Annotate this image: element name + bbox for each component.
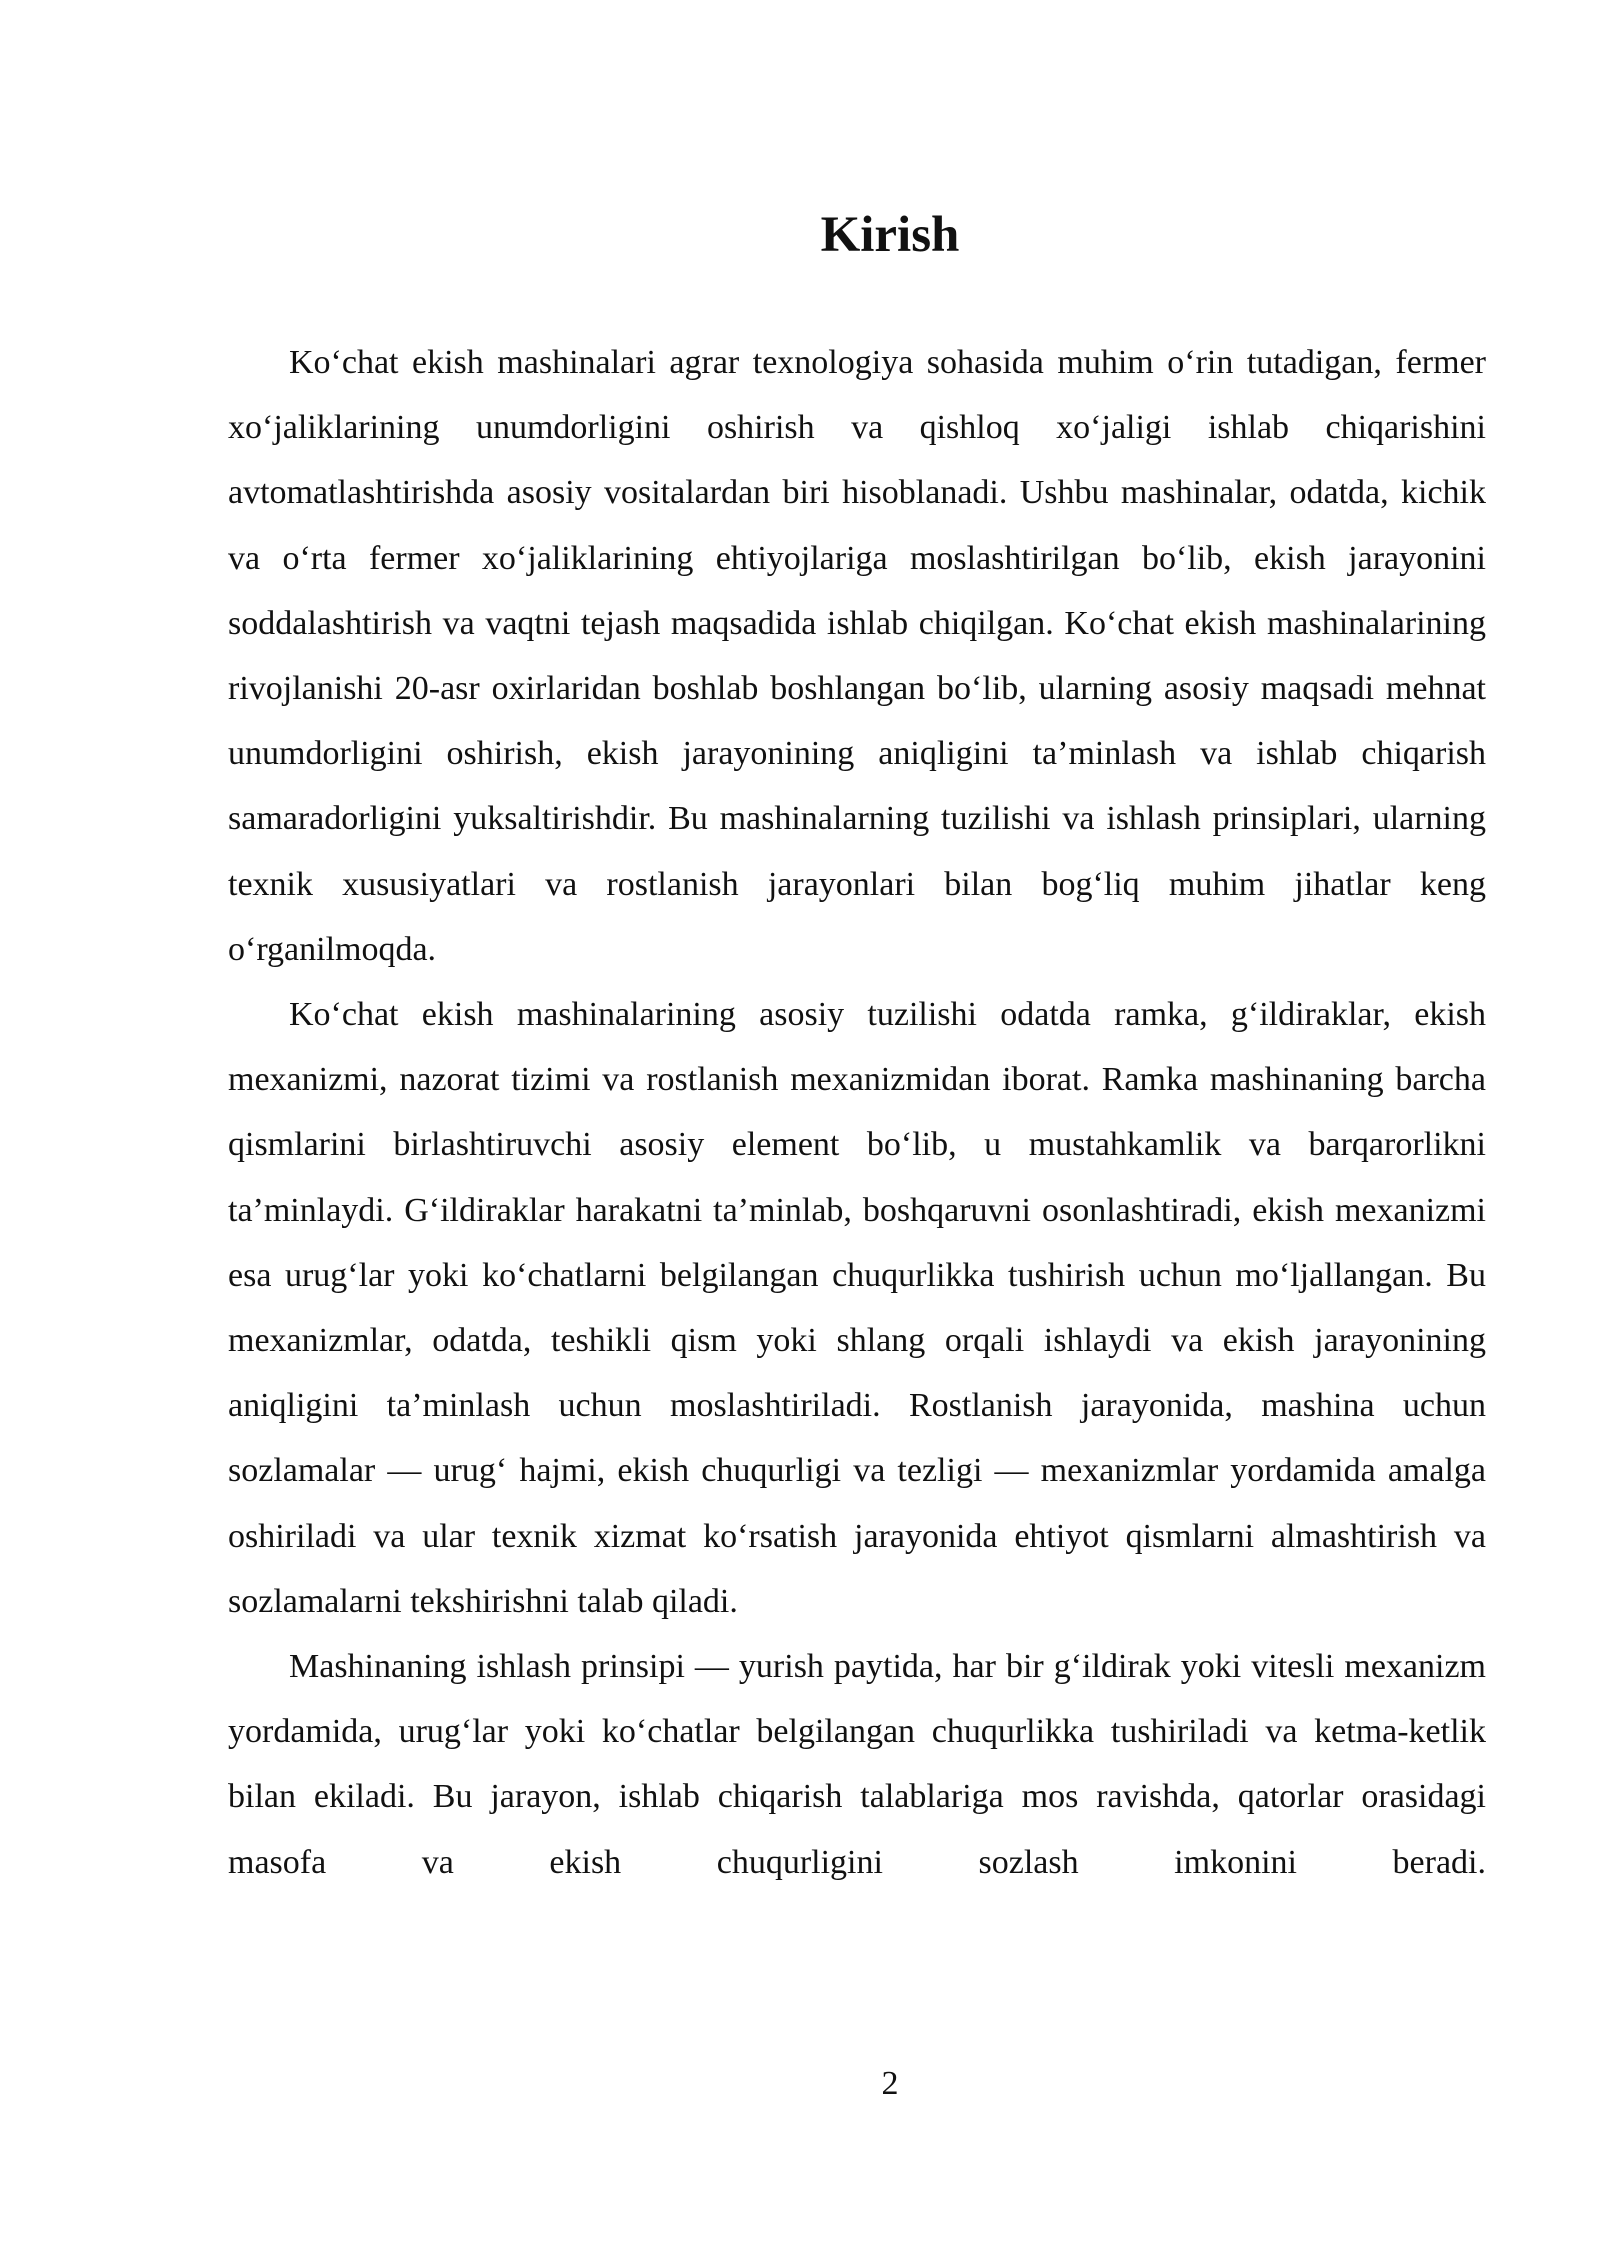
page-number: 2 [881, 2065, 899, 2102]
paragraph-2: Ko‘chat ekish mashinalarining asosiy tuzilishi odatda ramka, g‘ildiraklar, ekish mexanizmi, nazorat tizimi va rostlanish mexanizmidan iborat. Ramka mashinaning barcha qismlarini birlashtiruvchi asosiy element bo‘lib, u mustahkamlik va barqarorlikni ta’minlaydi. G‘ildiraklar harakatni ta’minlab, boshqaruvni osonlashtiradi, ekish mexanizmi esa urug‘lar yoki ko‘chatlarni belgilangan chuqurlikka tushirish uchun mo‘ljallangan. Bu mexanizmlar, odatda, teshikli qism yoki shlang orqali ishlaydi va ekish jarayonining aniqligini ta’minlash uchun moslashtiriladi. Rostlanish jarayonida, mashina uchun sozlamalar — urug‘ hajmi, ekish chuqurligi va tezligi — mexanizmlar yordamida amalga oshiriladi va ular texnik xizmat ko‘rsatish jarayonida ehtiyot qismlarni almashtirish va sozlamalarni tekshirishni talab qiladi. [228, 996, 1486, 1620]
page-title: Kirish [820, 207, 960, 263]
paragraph-1: Ko‘chat ekish mashinalari agrar texnologiya sohasida muhim o‘rin tutadigan, fermer xo‘jaliklarining unumdorligini oshirish va qishloq xo‘jaligi ishlab chiqarishini avtomatlashtirishda asosiy vositalardan biri hisoblanadi. Ushbu mashinalar, odatda, kichik va o‘rta fermer xo‘jaliklarining ehtiyojlariga moslashtirilgan bo‘lib, ekish jarayonini soddalashtirish va vaqtni tejash maqsadida ishlab chiqilgan. Ko‘chat ekish mashinalarining rivojlanishi 20-asr oxirlaridan boshlab boshlangan bo‘lib, ularning asosiy maqsadi mehnat unumdorligini oshirish, ekish jarayonining aniqligini ta’minlash va ishlab chiqarish samaradorligini yuksaltirishdir. Bu mashinalarning tuzilishi va ishlash prinsiplari, ularning texnik xususiyatlari va rostlanish jarayonlari bilan bog‘liq muhim jihatlar keng o‘rganilmoqda. [228, 344, 1486, 968]
paragraph-3: Mashinaning ishlash prinsipi — yurish paytida, har bir g‘ildirak yoki vitesli mexanizm yordamida, urug‘lar yoki ko‘chatlar belgilangan chuqurlikka tushiriladi va ketma-ketlik bilan ekiladi. Bu jarayon, ishlab chiqarish talablariga mos ravishda, qatorlar orasidagi masofa va ekish chuqurligini sozlash imkonini beradi. [228, 1648, 1486, 1881]
body-text [228, 330, 1486, 1895]
